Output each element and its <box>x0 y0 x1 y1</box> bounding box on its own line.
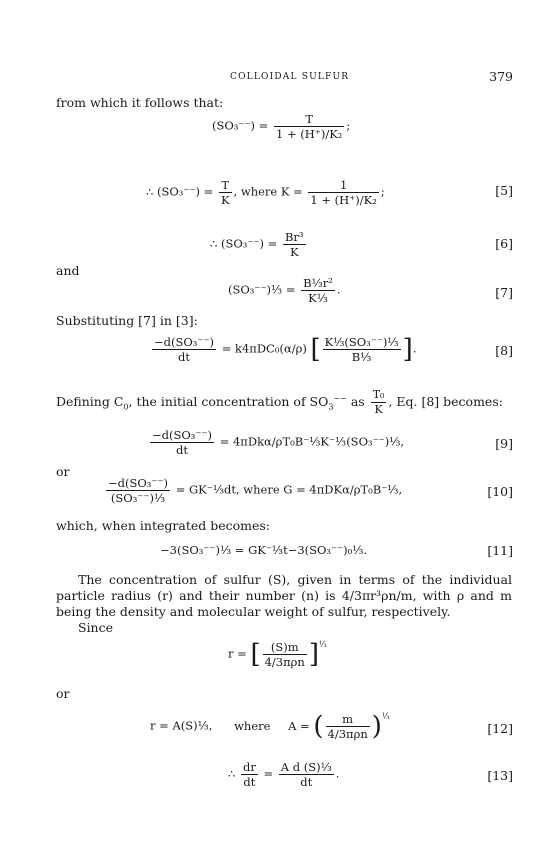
equation-7: (SO₃⁻⁻)⅓ = $\frac{\text{B⅓r²}}{\text{K⅓}}$ . <box>228 276 341 305</box>
eq8-mid: = k4πDC₀(α/ρ) <box>221 341 307 356</box>
eq-number-10: [10] <box>487 484 513 499</box>
eq12-den: 4/3πρn <box>327 727 368 741</box>
equation-11 <box>160 543 367 557</box>
paragraph-concentration: The concentration of sulfur (S), given in terms of the individual particle radius (r) and their number (n) is 4/3πr³ρn/m, with ρ and m being the density and molecular weight of sulfur, respectively. <box>56 572 512 619</box>
equation-9 <box>148 428 404 457</box>
eq6-den: K <box>289 245 299 259</box>
equation-12: r = A(S)⅓, where A = ( $\frac{m}{\text{4/3πρn}}$ )$^{\frac{1}{3}}$ <box>150 711 390 742</box>
equation-1: (SO₃⁻⁻) = $\frac{T}{\text{1 + (H⁺)/K₂}}$ ; <box>212 112 351 141</box>
equation-13: ∴ $\frac{dr}{dt}$ = $\frac{\text{A d (S)⅓}}{dt}$ . <box>228 760 340 789</box>
defining-frac <box>371 388 387 417</box>
text-from-which: from which it follows that: <box>56 95 224 110</box>
eq7-den: K⅓ <box>308 291 328 305</box>
eq10-frac <box>106 476 170 505</box>
defining-post: , Eq. [8] becomes: <box>388 394 503 409</box>
eq13-therefore: ∴ <box>228 766 236 781</box>
eq-number-7: [7] <box>495 285 513 300</box>
eq13-lden: dt <box>243 775 256 789</box>
equation-10 <box>104 476 402 505</box>
text-defining: Defining $C_0$, the initial concentration of $SO_3^{--}$ as $\frac{\text{T₀}}{K}$ , Eq. [8] becomes: <box>56 388 503 416</box>
text-which-when: which, when integrated becomes: <box>56 518 271 533</box>
eq8-bden: B⅓ <box>351 350 372 364</box>
text-and: and <box>56 263 80 278</box>
text-or-1: or <box>56 464 70 479</box>
eq6-fraction <box>283 230 306 259</box>
eq9-frac <box>150 428 214 457</box>
eq7-lhs: (SO₃⁻⁻)⅓ = <box>228 282 296 297</box>
defining-mid: , the initial concentration of SO <box>128 394 329 409</box>
eq8-bnum: K⅓(SO₃⁻⁻)⅓ <box>324 335 399 349</box>
equation-r-bracket: r = [ $\frac{(S)m}{\text{4/3πρn}}$ ]$^{\frac{1}{3}}$ <box>228 639 327 670</box>
eq5-where: , where K = <box>233 184 303 199</box>
eq-number-11: [11] <box>487 543 513 558</box>
text-substituting: Substituting [7] in [3]: <box>56 313 198 328</box>
eq-number-12: [12] <box>487 721 513 736</box>
eq12-frac <box>326 712 370 741</box>
eq5-frac-a <box>219 178 232 207</box>
running-title: COLLOIDAL SULFUR <box>230 72 350 82</box>
eq13-frac-l <box>241 760 258 789</box>
text-or-2: or <box>56 686 70 701</box>
defining-pre: Defining C <box>56 394 124 409</box>
eq8-frac <box>152 335 216 364</box>
eq12-A: A = <box>288 718 310 733</box>
text-since: Since <box>78 620 114 635</box>
eq8-bracket-frac <box>323 335 401 364</box>
defining-as: as <box>346 394 369 409</box>
defining-frac-num: T₀ <box>372 388 385 401</box>
eqr-exp: ⅓ <box>319 640 327 649</box>
eq1-fraction <box>274 112 344 141</box>
eq5-frac-a-den: K <box>220 193 230 207</box>
eq1-num: T <box>274 112 344 127</box>
eq-number-5: [5] <box>495 183 513 198</box>
eq5-frac-b <box>308 178 378 207</box>
eqr-num: (S)m <box>263 640 307 655</box>
eqr-lhs: r = <box>228 646 247 661</box>
eq7-num: B⅓r² <box>303 276 333 290</box>
eq12-where: where <box>234 718 271 733</box>
eq-number-6: [6] <box>495 236 513 251</box>
eq12-num: m <box>326 712 370 727</box>
eq6-num: Br³ <box>284 230 304 244</box>
eq7-fraction <box>301 276 335 305</box>
eq1-lhs: (SO₃⁻⁻) = <box>212 118 269 133</box>
eq5-lhs: ∴ (SO₃⁻⁻) = <box>146 184 214 199</box>
eq-number-8: [8] <box>495 343 513 358</box>
eq-number-13: [13] <box>487 768 513 783</box>
eq12-lhs: r = A(S)⅓, <box>150 718 213 733</box>
eq10-num: −d(SO₃⁻⁻) <box>108 476 169 490</box>
equation-5: ∴ (SO₃⁻⁻) = $\frac{T}{K}$ , where K = $\frac{1}{\text{1 + (H⁺)/K₂}}$ ; <box>146 178 385 207</box>
eq1-den: 1 + (H⁺)/K₂ <box>275 127 343 141</box>
eqr-den: 4/3πρn <box>264 655 305 669</box>
eq5-frac-b-den: 1 + (H⁺)/K₂ <box>310 193 377 207</box>
eq13-rden: dt <box>300 775 313 789</box>
eq13-rnum: A d (S)⅓ <box>280 760 332 774</box>
eq-number-9: [9] <box>495 436 513 451</box>
eq12-exp: ⅓ <box>381 712 390 721</box>
eq8-den: dt <box>178 350 190 364</box>
eq13-lnum: dr <box>242 760 256 774</box>
eqr-frac <box>263 640 307 669</box>
eq11-body: −3(SO₃⁻⁻)⅓ = GK⁻⅓t−3(SO₃⁻⁻)₀⅓. <box>160 543 368 557</box>
eq9-num: −d(SO₃⁻⁻) <box>152 428 213 442</box>
equation-8: $\frac{\text{−d(SO₃⁻⁻)}}{dt}$ = k4πDC₀(α/ρ) [ $\frac{\text{K⅓(SO₃⁻⁻)⅓}}{\text{B⅓}}$ ]. <box>154 334 417 365</box>
eq6-lhs: ∴ (SO₃⁻⁻) = <box>210 236 278 251</box>
eq5-frac-a-num: T <box>219 178 232 193</box>
page-number: 379 <box>489 69 513 84</box>
eq9-den: dt <box>176 443 188 457</box>
eq10-den: (SO₃⁻⁻)⅓ <box>110 491 166 505</box>
eq13-eq: = <box>263 766 274 781</box>
eq13-frac-r <box>279 760 334 789</box>
defining-frac-den: K <box>374 403 383 416</box>
eq9-rhs: = 4πDkα/ρT₀B⁻⅓K⁻⅓(SO₃⁻⁻)⅓, <box>219 434 405 449</box>
eq8-num: −d(SO₃⁻⁻) <box>154 335 215 349</box>
eq10-rhs: = GK⁻⅓dt, where G = 4πDKα/ρT₀B⁻⅓, <box>175 482 403 497</box>
equation-6 <box>210 230 308 259</box>
eq5-frac-b-num: 1 <box>308 178 378 193</box>
